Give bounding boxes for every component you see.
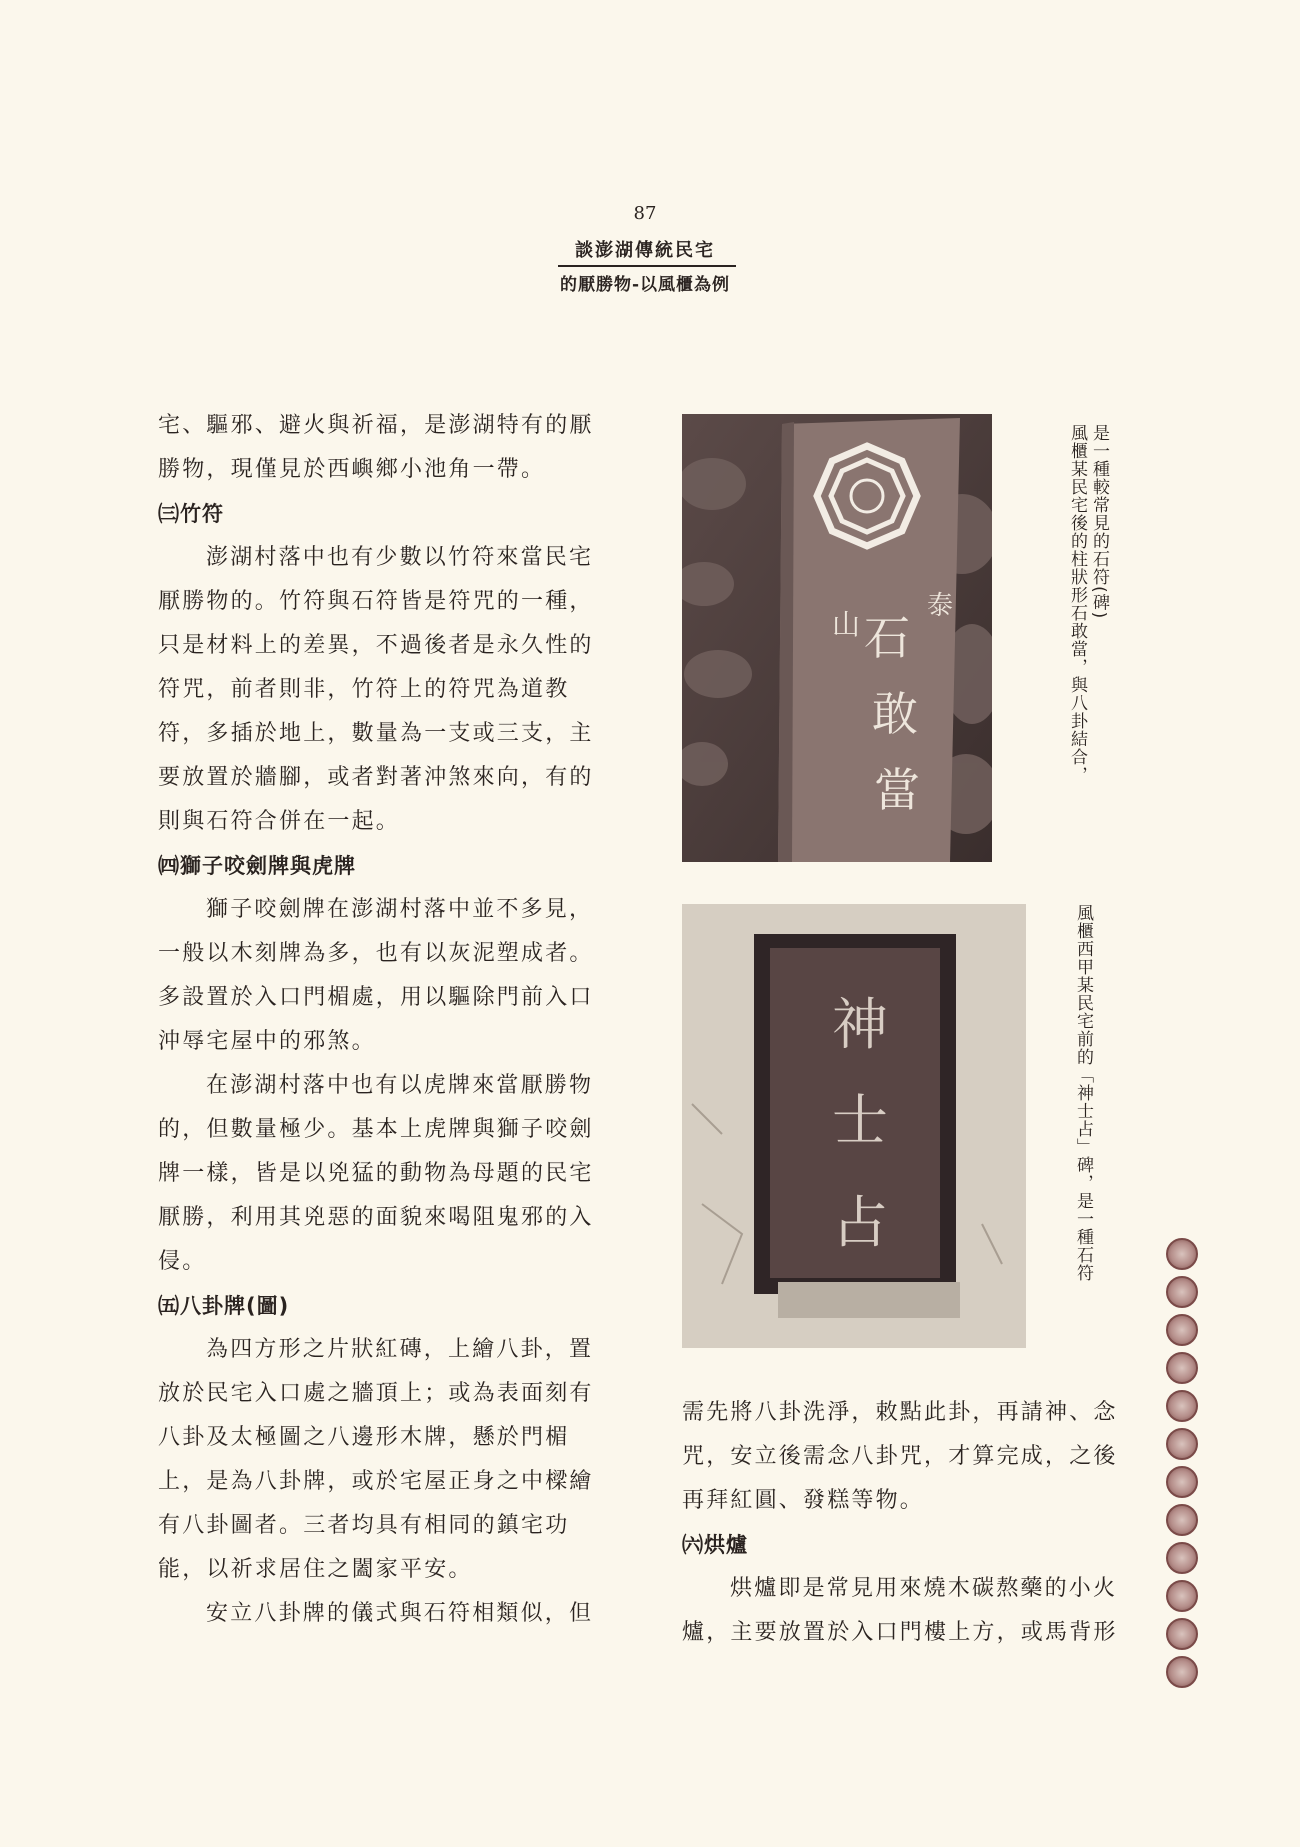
caption-photo2: 風櫃西甲某民宅前的「神士占」碑，是一種石符 xyxy=(1073,904,1093,1282)
photo-shigandang xyxy=(682,414,992,862)
caption-photo1 xyxy=(1066,424,1110,844)
inscription-side-right: 泰 xyxy=(927,591,954,621)
paragraph-bagua-ritual: 安立八卦牌的儀式與石符相類似，但 xyxy=(206,1601,594,1626)
section-heading-lion-tiger: ㈣獅子咬劍牌與虎牌 xyxy=(158,854,356,878)
seal-ornament xyxy=(1166,1352,1198,1384)
section-heading-bamboo-talisman: ㈢竹符 xyxy=(158,502,224,526)
paragraph-intro: 宅、驅邪、避火與祈福，是澎湖特有的厭勝物，現僅見於西嶼鄉小池角一帶。 xyxy=(158,413,594,482)
paragraph-brazier: 烘爐即是常見用來燒木碳熬藥的小火爐，主要放置於入口門樓上方，或馬背形 xyxy=(682,1576,1118,1645)
decorative-seal-strip xyxy=(1166,1238,1200,1694)
seal-ornament xyxy=(1166,1656,1198,1688)
seal-ornament xyxy=(1166,1504,1198,1536)
seal-ornament xyxy=(1166,1314,1198,1346)
paragraph-bamboo-talisman: 澎湖村落中也有少數以竹符來當民宅厭勝物的。竹符與石符皆是符咒的一種，只是材料上的差異，不過後者是永久性的符咒，前者則非，竹符上的符咒為道教符，多插於地上，數量為一支或三支，主要放置於牆腳，或者對著沖煞來向，有的則與石符合併在一起。 xyxy=(158,545,594,834)
seal-ornament xyxy=(1166,1580,1198,1612)
seal-ornament xyxy=(1166,1238,1198,1270)
caption-photo1-line2: 風櫃某民宅後的柱狀形石敢當，與八卦結合， xyxy=(1067,424,1087,784)
photo-shenshizhan xyxy=(682,904,1026,1348)
left-column xyxy=(158,404,608,1636)
inscription-shen: 神 xyxy=(832,993,888,1058)
seal-ornament xyxy=(1166,1618,1198,1650)
section-heading-brazier: ㈥烘爐 xyxy=(682,1533,748,1557)
page-number: 87 xyxy=(633,203,657,224)
running-title-line2: 的厭勝物-以風櫃為例 xyxy=(559,275,731,295)
paragraph-bagua: 為四方形之片狀紅磚，上繪八卦，置放於民宅入口處之牆頂上；或為表面刻有八卦及太極圖之八邊形木牌，懸於門楣上，是為八卦牌，或於宅屋正身之中樑繪有八卦圖者。三者均具有相同的鎮宅功能，以祈求居住之闔家平安。 xyxy=(158,1337,594,1582)
inscription-side-left: 山 xyxy=(832,608,861,641)
running-title-line1: 談澎湖傳統民宅 xyxy=(575,240,715,261)
photo-shenshizhan-graphic xyxy=(682,904,1026,1348)
inscription-char-3: 當 xyxy=(874,763,920,817)
paragraph-tiger-plaque: 在澎湖村落中也有以虎牌來當厭勝物的，但數量極少。基本上虎牌與獅子咬劍牌一樣，皆是以兇猛的動物為母題的民宅厭勝，利用其兇惡的面貌來喝阻鬼邪的入侵。 xyxy=(158,1073,594,1274)
seal-ornament xyxy=(1166,1428,1198,1460)
header-rule xyxy=(558,265,736,267)
paragraph-lion-plaque: 獅子咬劍牌在澎湖村落中並不多見，一般以木刻牌為多，也有以灰泥塑成者。多設置於入口門楣處，用以驅除門前入口沖辱宅屋中的邪煞。 xyxy=(158,897,594,1054)
inscription-zhan: 占 xyxy=(832,1191,888,1256)
photo-shigandang-graphic xyxy=(682,414,992,862)
right-column xyxy=(682,1391,1130,1655)
inscription-char-1: 石 xyxy=(864,611,910,665)
section-heading-bagua: ㈤八卦牌(圖) xyxy=(158,1294,290,1318)
paragraph-bagua-continued: 需先將八卦洗淨，敕點此卦，再請神、念咒，安立後需念八卦咒，才算完成，之後再拜紅圓、發糕等物。 xyxy=(682,1400,1118,1513)
seal-ornament xyxy=(1166,1466,1198,1498)
seal-ornament xyxy=(1166,1542,1198,1574)
seal-ornament xyxy=(1166,1390,1198,1422)
caption-photo1-line1: 是一種較常見的石符(碑) xyxy=(1089,424,1109,620)
seal-ornament xyxy=(1166,1276,1198,1308)
inscription-char-2: 敢 xyxy=(872,687,918,741)
inscription-shi: 士 xyxy=(832,1089,888,1154)
